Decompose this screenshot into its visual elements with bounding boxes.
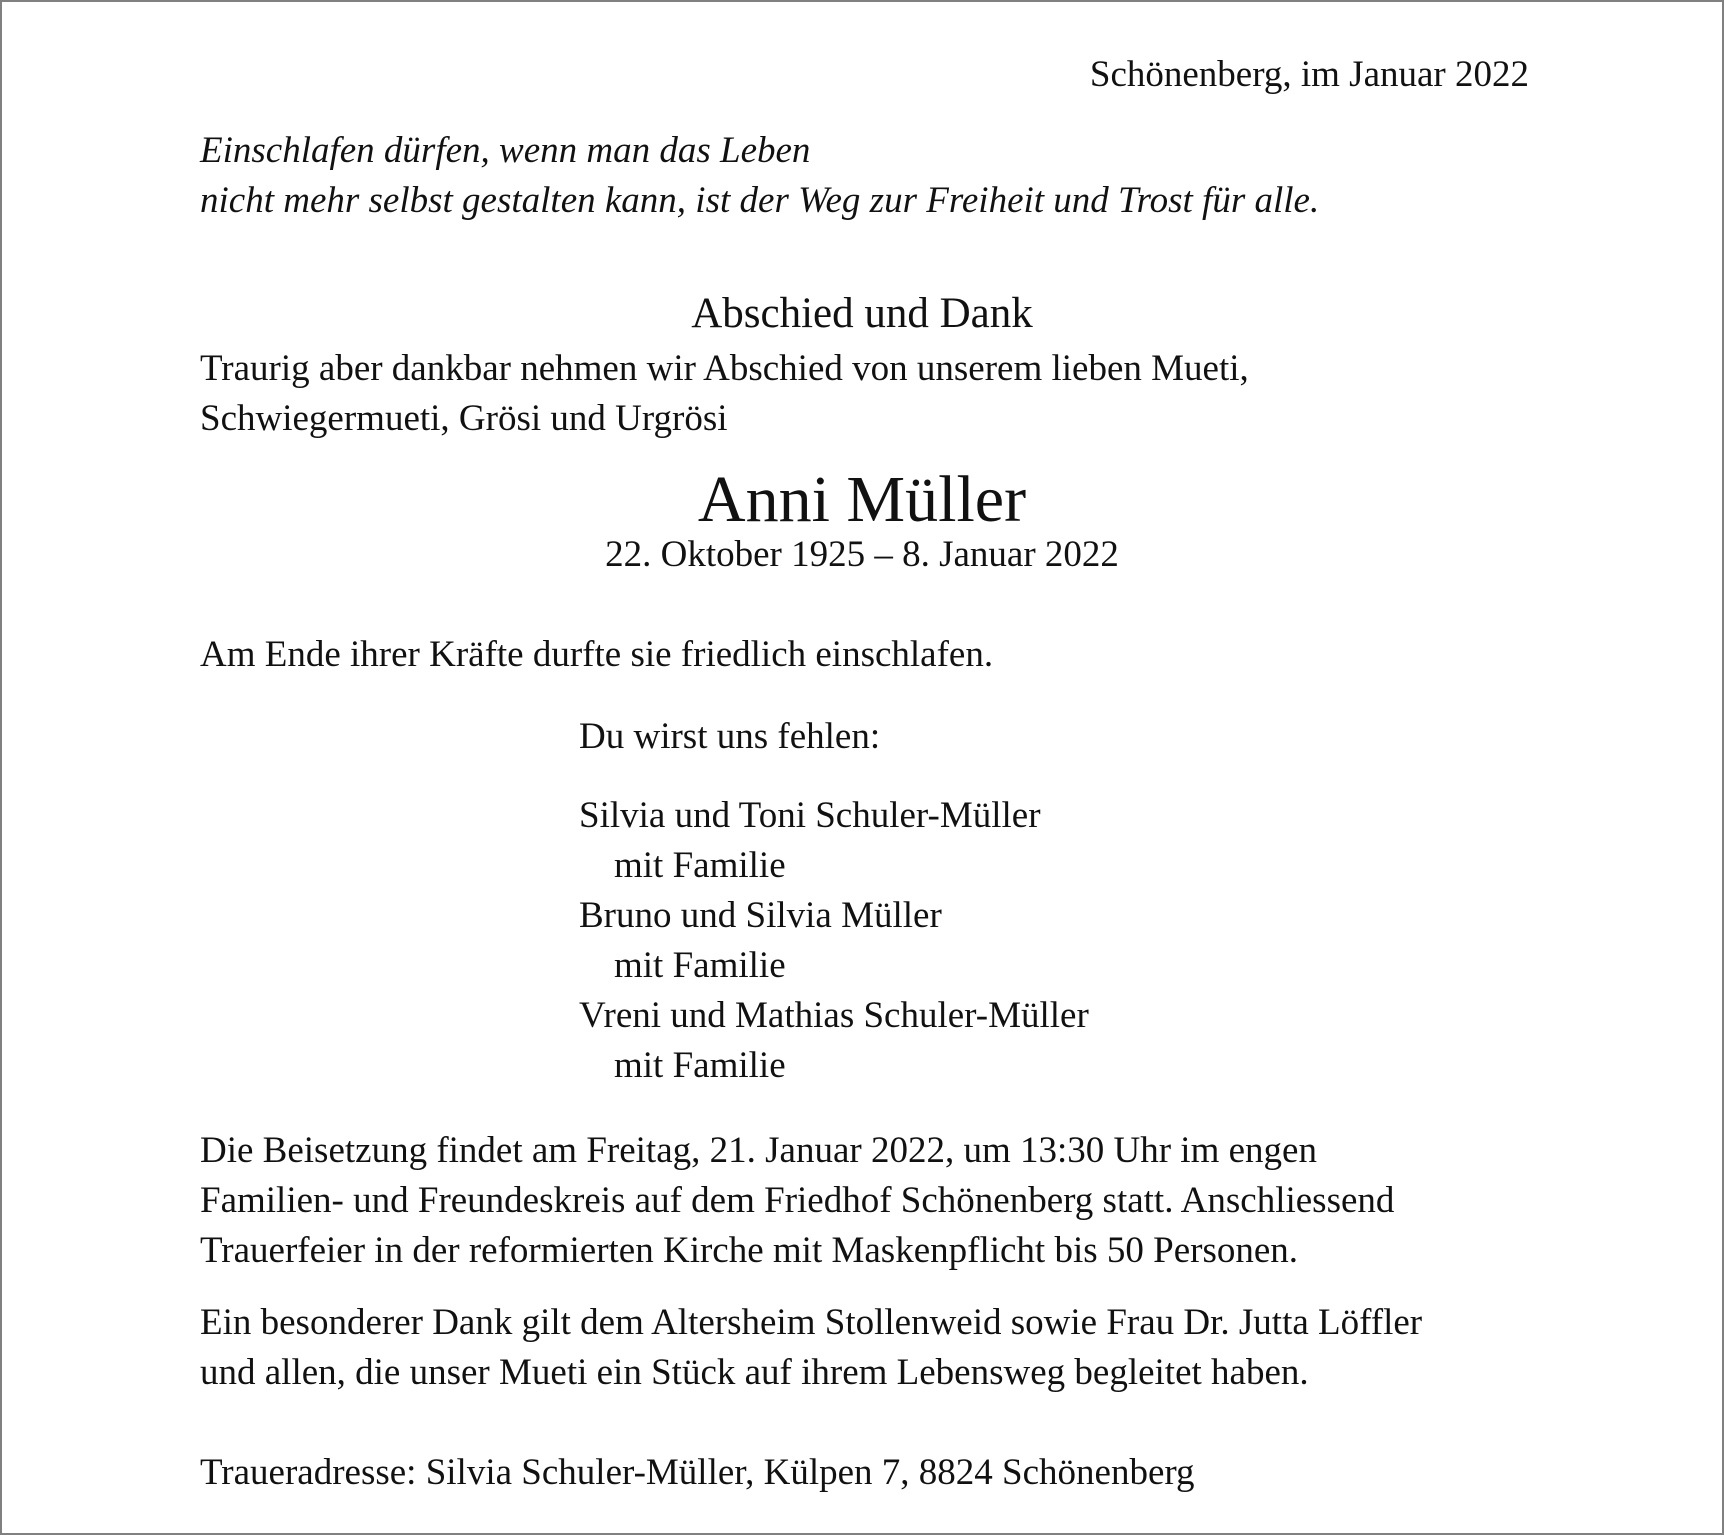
thanks-line-2: und allen, die unser Mueti ein Stück auf ihrem Lebensweg begleitet haben. [200, 1352, 1309, 1393]
motto-line-2: nicht mehr selbst gestalten kann, ist der Weg zur Freiheit und Trost für alle. [200, 180, 1320, 221]
mourner-name: Vreni und Mathias Schuler-Müller [579, 995, 1089, 1036]
funeral-info-line-3: Trauerfeier in der reformierten Kirche mit Maskenpflicht bis 50 Personen. [200, 1230, 1299, 1271]
mourning-address: Traueradresse: Silvia Schuler-Müller, Külpen 7, 8824 Schönenberg [200, 1452, 1195, 1493]
intro-line-2: Schwiegermueti, Grösi und Urgrösi [200, 398, 728, 439]
deceased-name: Anni Müller [697, 463, 1027, 536]
intro-line-1: Traurig aber dankbar nehmen wir Abschied von unserem lieben Mueti, [200, 348, 1249, 389]
thanks-line-1: Ein besonderer Dank gilt dem Altersheim Stollenweid sowie Frau Dr. Jutta Löffler [200, 1302, 1423, 1343]
mourner-name: Bruno und Silvia Müller [579, 895, 942, 936]
passing-text: Am Ende ihrer Kräfte durfte sie friedlich einschlafen. [200, 634, 994, 675]
mourner-family: mit Familie [614, 845, 786, 886]
mourner-name: Silvia und Toni Schuler-Müller [579, 795, 1041, 836]
place-date: Schönenberg, im Januar 2022 [1089, 54, 1529, 95]
life-dates: 22. Oktober 1925 – 8. Januar 2022 [605, 534, 1119, 575]
mourner-family: mit Familie [614, 1045, 786, 1086]
mourners-intro: Du wirst uns fehlen: [579, 716, 881, 757]
funeral-info-line-1: Die Beisetzung findet am Freitag, 21. Januar 2022, um 13:30 Uhr im engen [200, 1130, 1317, 1171]
funeral-info-line-2: Familien- und Freundeskreis auf dem Friedhof Schönenberg statt. Anschliessend [200, 1180, 1395, 1221]
heading: Abschied und Dank [691, 290, 1033, 337]
mourner-family: mit Familie [614, 945, 786, 986]
motto-line-1: Einschlafen dürfen, wenn man das Leben [200, 130, 811, 171]
